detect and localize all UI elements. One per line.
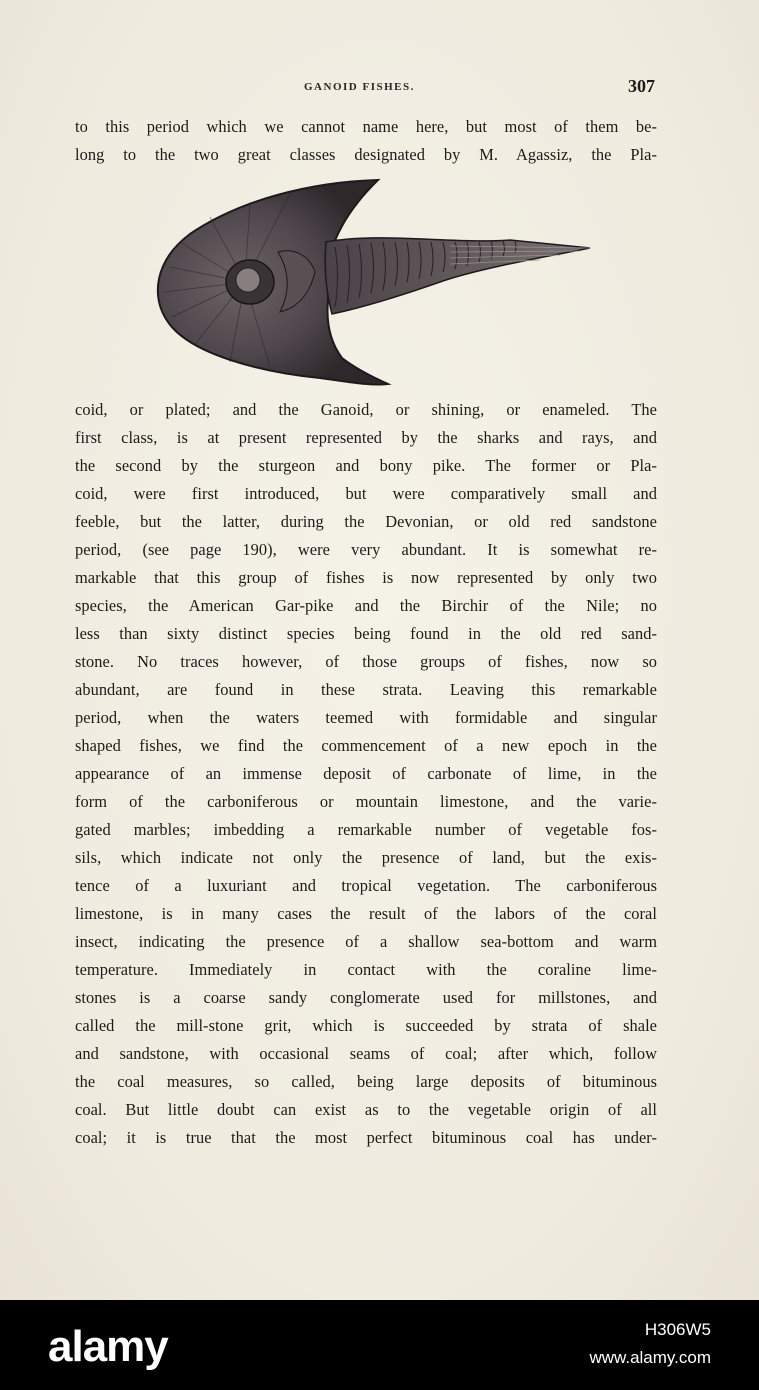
text-line: limestone, is in many cases the result of the labors of the coral: [75, 904, 657, 923]
text-line: appearance of an immense deposit of carbonate of lime, in the: [75, 764, 657, 783]
text-line: to this period which we cannot name here, but most of them be-: [75, 117, 657, 136]
text-line: gated marbles; imbedding a remarkable number of vegetable fos-: [75, 820, 657, 839]
text-line: markable that this group of fishes is now represented by only two: [75, 568, 657, 587]
text-line: and sandstone, with occasional seams of coal; after which, follow: [75, 1044, 657, 1063]
text-line: the second by the sturgeon and bony pike. The former or Pla-: [75, 456, 657, 475]
text-line: species, the American Gar-pike and the Birchir of the Nile; no: [75, 596, 657, 615]
text-line: feeble, but the latter, during the Devonian, or old red sandstone: [75, 512, 657, 531]
text-line: period, (see page 190), were very abundant. It is somewhat re-: [75, 540, 657, 559]
running-title: GANOID FISHES.: [304, 81, 415, 93]
text-line: stone. No traces however, of those groups of fishes, now so: [75, 652, 657, 671]
text-line: sils, which indicate not only the presence of land, but the exis-: [75, 848, 657, 867]
alamy-logo: alamy: [48, 1322, 168, 1371]
text-line: tence of a luxuriant and tropical vegetation. The carboniferous: [75, 876, 657, 895]
text-line: insect, indicating the presence of a shallow sea-bottom and warm: [75, 932, 657, 951]
site-url: www.alamy.com: [589, 1348, 711, 1367]
fossil-fish-engraving-icon: [150, 172, 600, 394]
text-line: long to the two great classes designated by M. Agassiz, the Pla-: [75, 145, 657, 164]
text-line: stones is a coarse sandy conglomerate used for millstones, and: [75, 988, 657, 1007]
text-line: coid, or plated; and the Ganoid, or shining, or enameled. The: [75, 400, 657, 419]
text-line: form of the carboniferous or mountain limestone, and the varie-: [75, 792, 657, 811]
page-header: [0, 76, 759, 100]
text-line: coid, were first introduced, but were comparatively small and: [75, 484, 657, 503]
text-line: less than sixty distinct species being found in the old red sand-: [75, 624, 657, 643]
text-line: shaped fishes, we find the commencement of a new epoch in the: [75, 736, 657, 755]
text-line: first class, is at present represented by the sharks and rays, and: [75, 428, 657, 447]
text-line: coal. But little doubt can exist as to the vegetable origin of all: [75, 1100, 657, 1119]
page-number: 307: [628, 76, 655, 96]
fossil-fish-figure: [150, 172, 600, 394]
image-id: H306W5: [644, 1320, 711, 1339]
text-line: period, when the waters teemed with formidable and singular: [75, 708, 657, 727]
text-line: abundant, are found in these strata. Leaving this remarkable: [75, 680, 657, 699]
text-line: coal; it is true that the most perfect bituminous coal has under-: [75, 1128, 657, 1147]
text-line: the coal measures, so called, being large deposits of bituminous: [75, 1072, 657, 1091]
watermark-bar: [0, 1300, 759, 1390]
text-line: called the mill-stone grit, which is succeeded by strata of shale: [75, 1016, 657, 1035]
text-line: temperature. Immediately in contact with the coraline lime-: [75, 960, 657, 979]
